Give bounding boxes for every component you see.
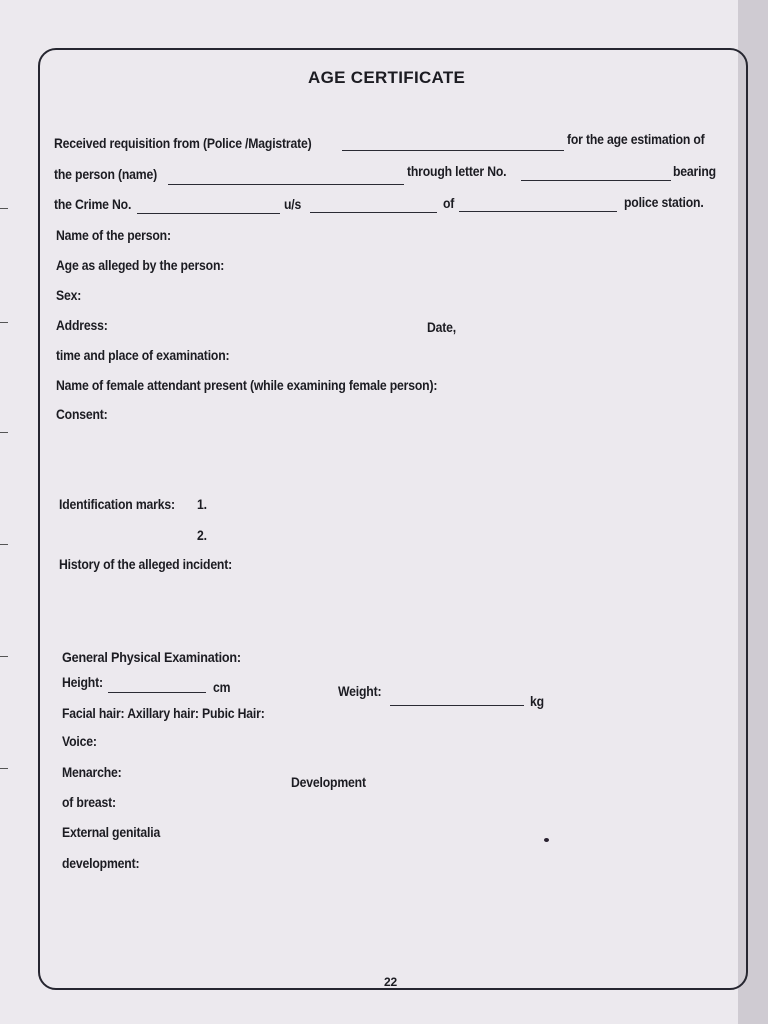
- external-genitalia-label: External genitalia: [62, 825, 161, 840]
- age-estimation-label: for the age estimation of: [567, 132, 705, 147]
- crime-number-blank[interactable]: [137, 213, 280, 214]
- under-section-label: u/s: [284, 197, 302, 212]
- consent-label: Consent:: [56, 407, 108, 422]
- police-station-blank[interactable]: [459, 211, 617, 212]
- address-label: Address:: [56, 318, 108, 333]
- form-border: [38, 48, 748, 990]
- height-label: Height:: [62, 675, 103, 690]
- requisition-from-blank[interactable]: [342, 150, 564, 151]
- time-place-label: time and place of examination:: [56, 348, 230, 363]
- weight-blank[interactable]: [390, 705, 524, 706]
- history-label: History of the alleged incident:: [59, 557, 233, 572]
- physical-exam-heading: General Physical Examination:: [62, 649, 241, 665]
- voice-label: Voice:: [62, 734, 97, 749]
- section-blank[interactable]: [310, 212, 437, 213]
- female-attendant-label: Name of female attendant present (while examining female person):: [56, 378, 438, 393]
- weight-unit: kg: [530, 694, 544, 709]
- margin-tick: [0, 208, 8, 209]
- identification-marks-label: Identification marks:: [59, 497, 175, 512]
- pen-mark: [544, 838, 549, 842]
- person-name-blank[interactable]: [168, 184, 404, 185]
- police-station-label: police station.: [624, 195, 704, 210]
- through-letter-label: through letter No.: [407, 164, 507, 179]
- identification-mark-1: 1.: [197, 497, 207, 512]
- date-label: Date,: [427, 320, 457, 335]
- margin-tick: [0, 544, 8, 545]
- margin-tick: [0, 656, 8, 657]
- breast-label: of breast:: [62, 795, 116, 810]
- name-of-person-label: Name of the person:: [56, 228, 171, 243]
- height-blank[interactable]: [108, 692, 206, 693]
- letter-number-blank[interactable]: [521, 180, 671, 181]
- height-unit: cm: [213, 680, 231, 695]
- margin-tick: [0, 768, 8, 769]
- hair-label: Facial hair: Axillary hair: Pubic Hair:: [62, 706, 265, 721]
- bearing-label: bearing: [673, 164, 716, 179]
- age-alleged-label: Age as alleged by the person:: [56, 258, 225, 273]
- of-label: of: [443, 196, 455, 211]
- menarche-label: Menarche:: [62, 765, 122, 780]
- received-requisition-label: Received requisition from (Police /Magistrate): [54, 136, 312, 151]
- genitalia-development-label: development:: [62, 856, 140, 871]
- identification-mark-2: 2.: [197, 528, 207, 543]
- crime-number-label: the Crime No.: [54, 197, 132, 212]
- page-title: AGE CERTIFICATE: [308, 68, 466, 87]
- sex-label: Sex:: [56, 288, 82, 303]
- margin-tick: [0, 322, 8, 323]
- weight-label: Weight:: [338, 684, 382, 699]
- development-label: Development: [291, 775, 366, 790]
- person-name-label: the person (name): [54, 167, 157, 182]
- page-number: 22: [384, 975, 397, 989]
- margin-tick: [0, 432, 8, 433]
